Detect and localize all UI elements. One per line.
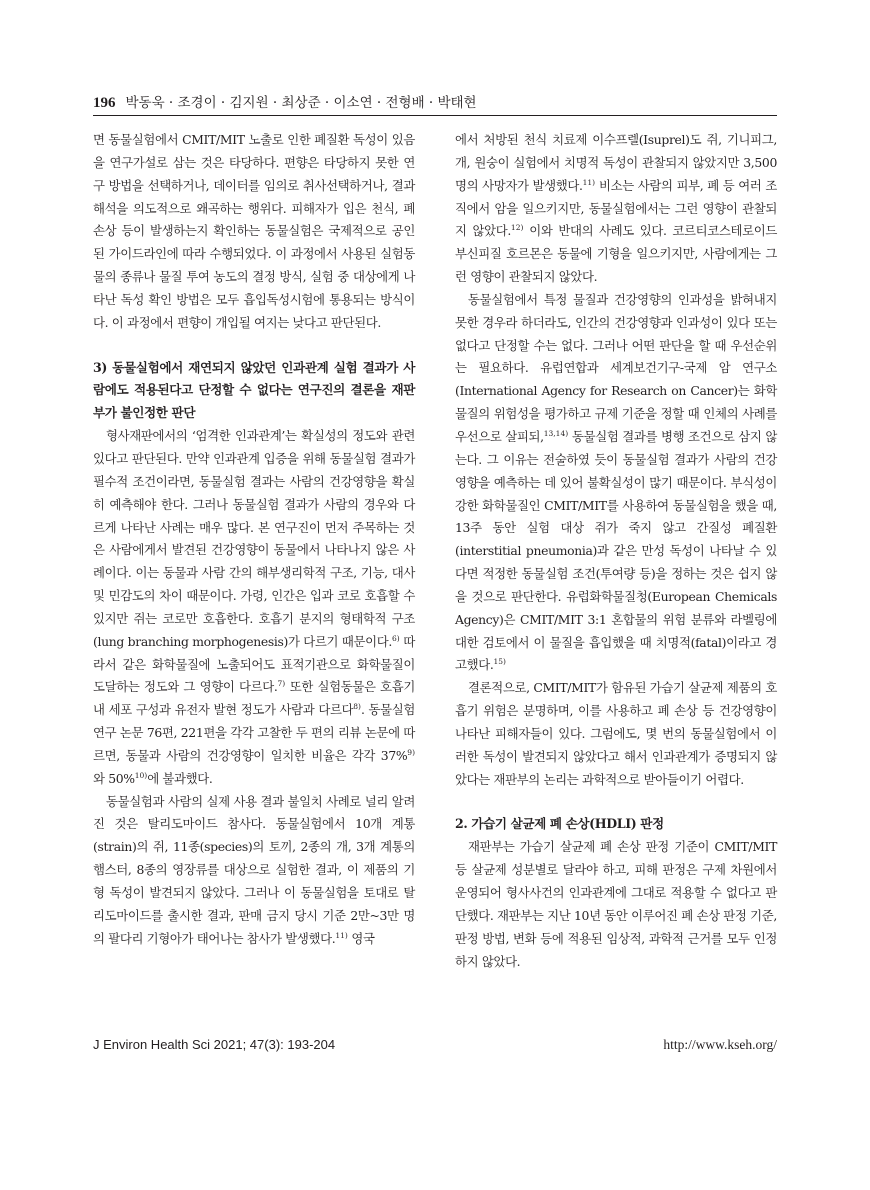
paragraph: 동물실험에서 특정 물질과 건강영향의 인과성을 밝혀내지 못한 경우라 하더라도, 인간의 건강영향과 인과성이 있다 또는 없다고 단정할 수는 없다. 그러나 어떤 판단을 할 때 우선순위는 필요하다. 유럽연합과 세계보건기구-국제 암 연구소(International Agency for Research on Cancer)는 화학물질의 위험성을 평가하고 규제 기준을 정할 때 인체의 사례를 우선으로 살피되,$^{13,14)}$ 동물실험 결과를 병행 조건으로 삼지 않는다. 그 이유는 전술하였 듯이 동물실험 결과가 사람의 건강영향을 예측하는 데 있어 불확실성이 많기 때문이다. 부식성이 강한 화학물질인 CMIT/MIT를 사용하여 동물실험을 했을 때, 13주 동안 실험 대상 쥐가 죽지 않고 간질성 폐질환(interstitial pneumonia)과 같은 만성 독성이 나타날 수 있다면 적정한 동물실험 조건(투여량 등)을 정하는 것은 쉽지 않을 것으로 판단한다. 유럽화학물질청(European Chemicals Agency)은 CMIT/MIT 3:1 혼합물의 위험 분류와 라벨링에 대한 검토에서 이 물질을 흡입했을 때 치명적(fatal)이라고 경고했다.$^{15)}$ xyxy=(455,291,777,673)
citation: 8) xyxy=(353,702,361,712)
paragraph: 면 동물실험에서 CMIT/MIT 노출로 인한 폐질환 독성이 있음을 연구가설로 삼는 것은 타당하다. 편향은 타당하지 못한 연구 방법을 선택하거나, 데이터를 임의로 취사선택하거나, 결과 해석을 의도적으로 왜곡하는 행위다. 피해자가 입은 천식, 폐 손상 등이 발생하는지 확인하는 동물실험은 국제적으로 공인된 가이드라인에 따라 수행되었다. 이 과정에서 사용된 실험동물의 종류나 물질 투여 농도의 결정 방식, 실험 중 대상에게 나타난 독성 확인 방법은 모두 흡입독성시험에 통용되는 방식이다. 이 과정에서 편향이 개입될 여지는 낮다고 판단된다. xyxy=(93,132,415,330)
right-column xyxy=(455,129,777,973)
paragraph: 재판부는 가습기 살균제 폐 손상 판정 기준이 CMIT/MIT 등 살균제 성분별로 달라야 하고, 피해 판정은 구제 차원에서 운영되어 형사사건의 인과관계에 그대로 적용할 수 없다고 판단했다. 재판부는 지난 10년 동안 이루어진 폐 손상 판정 기준, 판정 방법, 변화 등에 적용된 임상적, 과학적 근거를 모두 인정하지 않았다. xyxy=(455,839,777,969)
citation: 11) xyxy=(335,930,348,940)
citation: 13,14) xyxy=(543,428,569,438)
page-number: 196 xyxy=(93,95,116,111)
page-footer xyxy=(93,1037,777,1055)
running-header xyxy=(93,91,777,116)
citation: 9) xyxy=(407,747,415,757)
citation: 6) xyxy=(391,633,400,643)
citation: 10) xyxy=(134,770,148,780)
paragraph: 형사재판에서의 ‘엄격한 인과관계’는 확실성의 정도와 관련 있다고 판단된다. 만약 인과관계 입증을 위해 동물실험 결과가 필수적 조건이라면, 동물실험 결과는 사람의 건강영향을 확실히 예측해야 한다. 그러나 동물실험 결과가 사람의 경우와 다르게 나타난 사례는 매우 많다. 본 연구진이 먼저 주목하는 것은 사람에게서 발견된 건강영향이 동물에서 나타나지 않은 사례이다. 이는 동물과 사람 간의 해부생리학적 구조, 기능, 대사 및 민감도의 차이 때문이다. 가령, 인간은 입과 코로 호흡할 수 있지만 쥐는 코로만 호흡한다. 호흡기 분지의 형태학적 구조(lung branching morphogenesis)가 다르기 때문이다.$^{6)}$ 따라서 같은 화학물질에 노출되어도 표적기관으로 화학물질이 도달하는 정도와 그 영향이 다르다.$^{7)}$ 또한 실험동물은 호흡기 내 세포 구성과 유전자 발현 정도가 사람과 다르다$^{8)}$. 동물실험 연구 논문 76편, 221편을 각각 고찰한 두 편의 리뷰 논문에 따르면, 동물과 사람의 건강영향이 일치한 비율은 각각 37%$^{9)}$ 와 50%$^{10)}$에 불과했다. xyxy=(93,428,415,786)
section-heading: 2. 가습기 살균제 폐 손상(HDLI) 판정 xyxy=(455,816,664,832)
journal-citation: J Environ Health Sci 2021; 47(3): 193-204 xyxy=(93,1037,336,1052)
citation: 7) xyxy=(277,679,286,689)
citation: 11) xyxy=(582,177,596,187)
left-column xyxy=(93,129,415,951)
paragraph: 동물실험과 사람의 실제 사용 결과 불일치 사례로 널리 알려진 것은 탈리도마이드 참사다. 동물실험에서 10개 계통(strain)의 쥐, 11종(species)의 토끼, 2종의 개, 3개 계통의 햄스터, 8종의 영장류를 대상으로 실험한 결과, 이 제품의 기형 독성이 발견되지 않았다. 그러나 이 동물실험을 토대로 탈리도마이드를 출시한 결과, 판매 금지 당시 기준 2만~3만 명의 팔다리 기형아가 태어나는 참사가 발생했다.$^{11)}$ 영국 xyxy=(93,793,415,946)
citation: 12) xyxy=(510,223,524,233)
author-list: 박동욱 · 조경이 · 김지원 · 최상준 · 이소연 · 전형배 · 박태현 xyxy=(125,95,477,111)
paragraph: 결론적으로, CMIT/MIT가 함유된 가습기 살균제 제품의 호흡기 위험은 분명하며, 이를 사용하고 폐 손상 등 건강영향이 나타난 피해자들이 있다. 그럼에도, 몇 번의 동물실험에서 이러한 독성이 발견되지 않았다고 해서 인과관계가 증명되지 않았다는 재판부의 논리는 과학적으로 받아들이기 어렵다. xyxy=(455,680,777,787)
paragraph: 에서 처방된 천식 치료제 이수프렐(Isuprel)도 쥐, 기니피그, 개, 원숭이 실험에서 치명적 독성이 관찰되지 않았지만 3,500명의 사망자가 발생했다.$^{11)}$ 비소는 사람의 피부, 폐 등 여러 조직에서 암을 일으키지만, 동물실험에서는 그런 영향이 관찰되지 않았다.$^{12)}$ 이와 반대의 사례도 있다. 코르티코스테로이드 부신피질 호르몬은 동물에 기형을 일으키지만, 사람에게는 그런 영향이 관찰되지 않았다. xyxy=(455,132,777,285)
journal-url: http://www.kseh.org/ xyxy=(663,1037,777,1052)
section-heading: 3) 동물실험에서 재연되지 않았던 인과관계 실험 결과가 사람에도 적용된다고 단정할 수 없다는 연구진의 결론을 재판부가 불인정한 판단 xyxy=(93,359,415,421)
citation: 15) xyxy=(493,657,506,667)
